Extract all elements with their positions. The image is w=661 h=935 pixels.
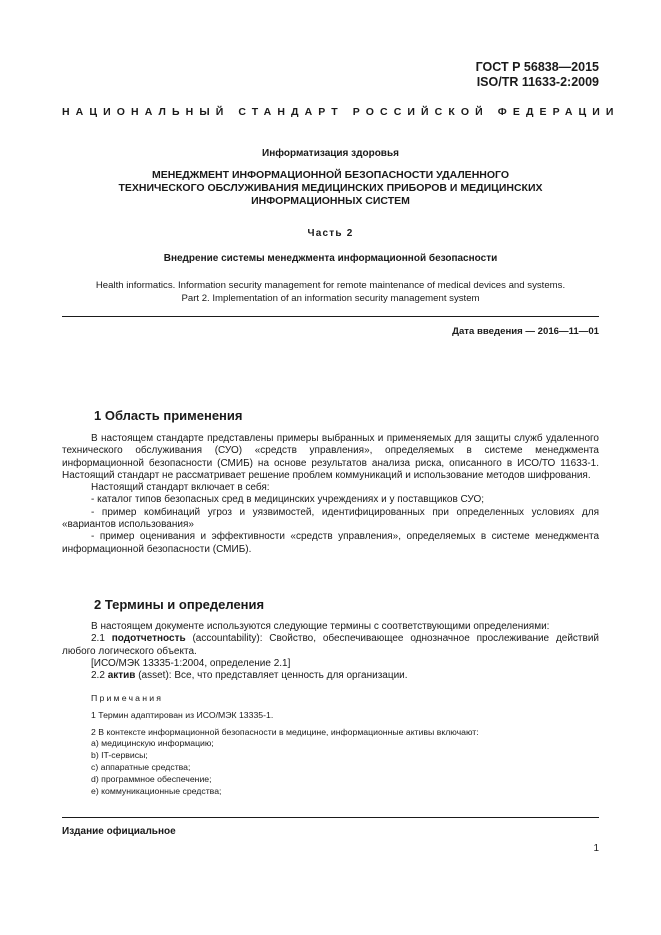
term-2-number: 2.2 [91, 670, 108, 682]
english-title-line-1: Health informatics. Information security management for remote maintenance of medical devices and systems. [95, 280, 566, 291]
section-2-body [62, 621, 599, 682]
term-2-definition: (asset): Все, что представляет ценность для организации. [135, 670, 408, 682]
section-1-list-item-3: - пример оценивания и эффективности «средств управления», определяемых в системе менеджмента информационной безопасности (СМИБ). [62, 531, 599, 555]
english-title [62, 280, 599, 305]
note-1: 1 Термин адаптирован из ИСО/МЭК 13335-1. [91, 709, 274, 720]
term-2-name: актив [107, 670, 136, 682]
section-1-paragraph-2: Настоящий стандарт включает в себя: [91, 482, 270, 494]
title-line-3: ИНФОРМАЦИОННЫХ СИСТЕМ [251, 195, 410, 207]
term-accountability [62, 633, 599, 658]
standard-number: ГОСТ Р 56838—2015 [475, 60, 599, 74]
section-2-heading: 2 Термины и определения [94, 597, 265, 612]
term-1-name: подотчетность [111, 633, 186, 645]
note-2: 2 В контексте информационной безопасности в медицине, информационные активы включают: [91, 726, 479, 737]
notes-heading: Примечания [91, 693, 164, 703]
term-1-number: 2.1 [91, 633, 112, 645]
standard-designation [476, 60, 599, 90]
term-1-definition: (accountability): Свойство, обеспечивающее однозначное прослеживание действий любого логического объекта. [62, 633, 599, 657]
document-subtitle: Внедрение системы менеджмента информационной безопасности [163, 253, 498, 264]
section-1-paragraph-1: В настоящем стандарте представлены примеры выбранных и применяемых для защиты служб удаленного технического обслуживания (СУО) «средств управления», определяемых в системе менеджмента информационной безопасности (СМИБ) на основе результатов анализа риска, описанного в ИСО/ТО 11633-1. Настоящий стандарт не рассматривает решение проблем коммуникаций и использование методов шифрования. [62, 433, 599, 481]
page-number: 1 [593, 843, 599, 854]
note-item: c) аппаратные средства; [91, 761, 191, 772]
note-item: d) программное обеспечение; [91, 773, 212, 784]
term-asset [62, 670, 599, 682]
intro-date: Дата введения — 2016—11—01 [452, 326, 599, 337]
section-1-list-item-1: - каталог типов безопасных сред в медицинских учреждениях и у поставщиков СУО; [91, 494, 485, 506]
term-1-reference: [ИСО/МЭК 13335-1:2004, определение 2.1] [91, 657, 291, 669]
edition-label: Издание официальное [62, 826, 176, 837]
note-item: e) коммуникационные средства; [91, 785, 222, 796]
footer-divider [62, 817, 599, 818]
national-standard-banner: НАЦИОНАЛЬНЫЙ СТАНДАРТ РОССИЙСКОЙ ФЕДЕРАЦИИ [62, 106, 620, 118]
notes-block [91, 693, 599, 797]
note-item: b) IT-сервисы; [91, 750, 148, 761]
section-1-list-item-2: - пример комбинаций угроз и уязвимостей, идентифицированных при определенных условиях для «вариантов использования» [62, 506, 599, 531]
section-2-paragraph-1: В настоящем документе используются следующие термины с соответствующими определениями: [91, 621, 550, 632]
section-1-body [62, 433, 599, 556]
title-line-1: МЕНЕДЖМЕНТ ИНФОРМАЦИОННОЙ БЕЗОПАСНОСТИ УДАЛЕННОГО [151, 169, 510, 181]
english-title-line-2: Part 2. Implementation of an information security management system [181, 292, 480, 304]
document-title [62, 169, 599, 208]
series-title: Информатизация здоровья [262, 148, 399, 159]
part-label: Часть 2 [307, 228, 354, 239]
title-line-2: ТЕХНИЧЕСКОГО ОБСЛУЖИВАНИЯ МЕДИЦИНСКИХ ПРИБОРОВ И МЕДИЦИНСКИХ [118, 182, 543, 194]
section-1-heading: 1 Область применения [94, 408, 243, 423]
title-divider [62, 316, 599, 317]
note-item: а) медицинскую информацию; [91, 738, 214, 749]
iso-number: ISO/TR 11633-2:2009 [476, 75, 599, 89]
